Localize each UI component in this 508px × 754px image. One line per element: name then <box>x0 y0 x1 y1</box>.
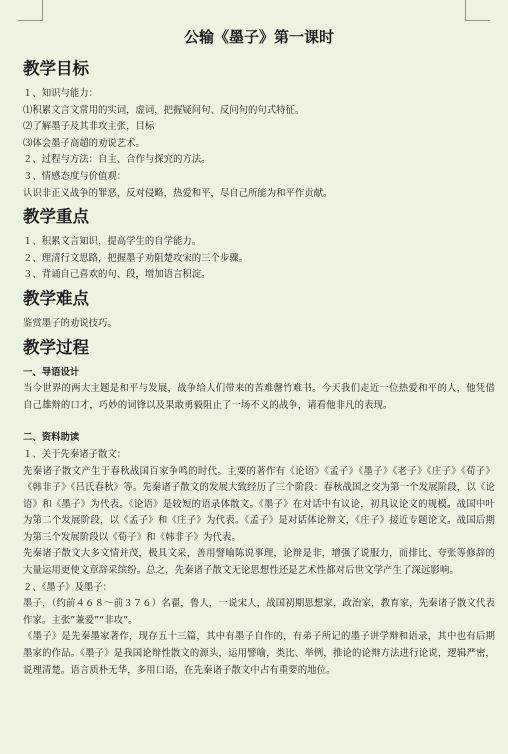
goal-line: 认识非正义战争的罪恶，反对侵略，热爱和平，尽自己所能为和平作贡献。 <box>23 187 333 199</box>
item2-paragraph-2: 《墨子》是先秦墨家著作，现存五十三篇，其中有墨子自作的，有弟子所记的墨子讲学辩和语录，其中也有后期墨家的作品。《墨子》是我国论辩性散文的源头，运用譬喻，类比、举例，推论的论辩方法进行论说，逻辑严密，说理清楚。语言质朴无华，多用口语，在先秦诸子散文中占有重要的地位。 <box>23 631 495 676</box>
goal-line: ３、情感态度与价值观： <box>23 170 127 182</box>
materials-subheading: 二、资料助读 <box>23 432 80 444</box>
intro-subheading: 一、导语设计 <box>23 366 80 378</box>
document-page <box>23 26 495 679</box>
page-corner-mark-left <box>18 0 43 21</box>
focus-line: ３、背诵自己喜欢的句、段，增加语言积淀。 <box>23 269 211 281</box>
focus-line: １、积累文言知识，提高学生的自学能力。 <box>23 236 202 248</box>
item1-paragraph-1: 先秦诸子散文产生于春秋战国百家争鸣的时代。主要的著作有《论语》《孟子》《墨子》《老子》《庄子》《荀子》《韩非子》《吕氏春秋》等。先秦诸子散文的发展大致经历了三个阶段：春秋战国之交为第一个发展阶段，以《论语》和《墨子》为代表。《论语》是较短的语录体散文。《墨子》在对话中有议论，初具议论文的规模。战国中叶为第二个发展阶段，以《孟子》和《庄子》为代表。《孟子》是对话体论辩文，《庄子》接近专题论文。战国后期为第三个发展阶段以《荀子》和《韩非子》为代表。 <box>23 465 495 543</box>
heading-teaching-goals: 教学目标 <box>23 59 89 78</box>
focus-line: ２、理清行文思路，把握墨子劝阻楚攻宋的三个步骤。 <box>23 252 249 264</box>
heading-teaching-process: 教学过程 <box>23 337 89 357</box>
item1-paragraph-2: 先秦诸子散文大多文情并茂，极具文采，善用譬喻陈说事理，论辩是非，增强了说服力，而排比、夸张等修辞的大量运用更使文章辞采缤纷。总之，先秦诸子散文无论思想性还是艺术性都对后世文学产生了深远影响。 <box>23 548 495 577</box>
item2-title: ２、《墨子》及墨子： <box>23 581 113 593</box>
goal-line: ⑴积累文言文常用的实词，虚词，把握疑问句、反问句的句式特征。 <box>23 104 305 116</box>
heading-teaching-difficulty: 教学难点 <box>23 288 89 308</box>
goal-line: ２、过程与方法：自主、合作与探究的方法。 <box>23 154 211 166</box>
heading-teaching-focus: 教学重点 <box>23 207 89 227</box>
document-title: 公输《墨子》第一课时 <box>183 28 334 46</box>
difficulty-line: 鉴赏墨子的劝说技巧。 <box>23 317 117 329</box>
goal-line: ⑵了解墨子及其非攻主张，目标 <box>23 121 155 133</box>
spacer <box>23 414 495 430</box>
page-corner-mark-right <box>465 0 490 21</box>
item1-title: １、关于先秦诸子散文： <box>23 448 127 460</box>
goal-line: １、知识与能力： <box>23 88 99 99</box>
goal-line: ⑶体会墨子高超的劝说艺术。 <box>23 137 145 149</box>
intro-paragraph: 当今世界的两大主题是和平与发展，战争给人们带来的苦难罄竹难书。今天我们走近一位热爱和平的人，他凭借自己雄辩的口才，巧妙的词锋以及果敢勇毅阻止了一场不义的战争，请看他非凡的表现。 <box>23 383 495 411</box>
item2-paragraph-1: 墨子，（约前４６８～前３７６）名翟，鲁人，一说宋人，战国初期思想家，政治家，教育家，先秦诸子散文代表作家。主张”兼爱”“非攻”。 <box>23 598 495 626</box>
